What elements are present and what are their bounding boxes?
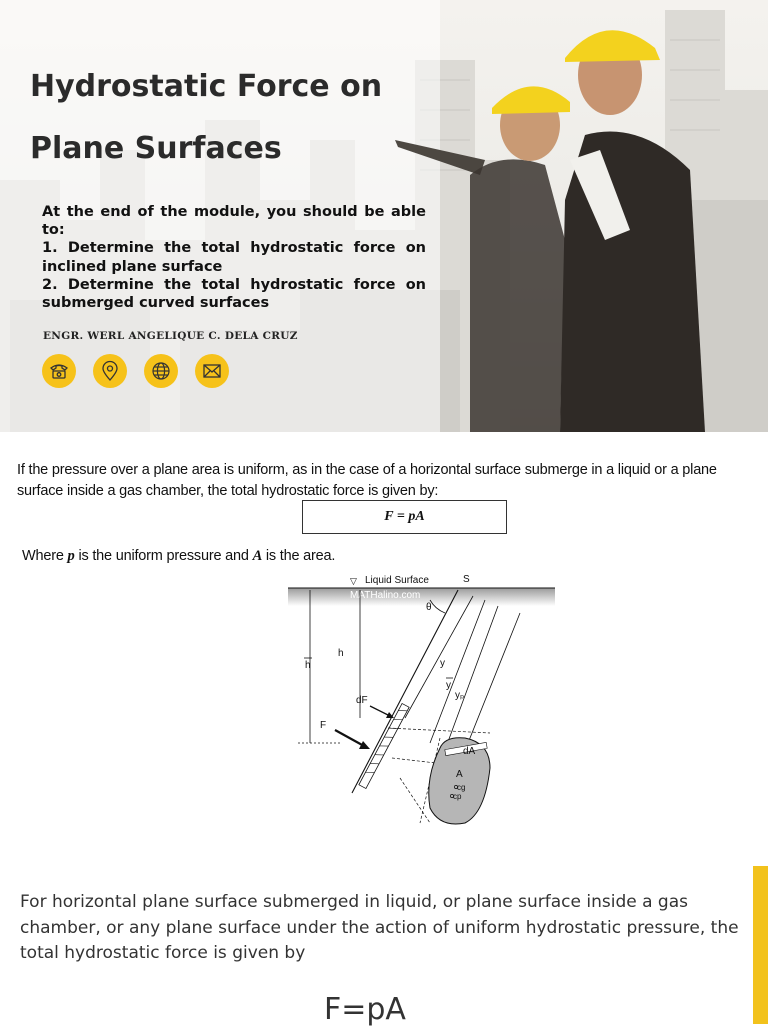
label-h-bar: h <box>305 660 311 671</box>
label-yp: yₚ <box>455 690 465 701</box>
label-h: h <box>338 648 344 659</box>
pressure-symbol: p <box>67 548 75 564</box>
big-formula: F=pA <box>324 992 406 1027</box>
objective-1: 1. Determine the total hydrostatic force on inclined plane surface <box>42 240 426 275</box>
phone-icon[interactable] <box>42 354 76 388</box>
title-line-2: Plane Surfaces <box>30 131 282 166</box>
label-dA: dA <box>463 746 476 757</box>
label-s: S <box>463 574 470 585</box>
label-theta: θ <box>426 602 432 613</box>
label-dF: dF <box>356 695 368 706</box>
author-name: ENGR. WERL ANGELIQUE C. DELA CRUZ <box>43 330 298 342</box>
label-cg: cg <box>457 783 466 792</box>
area-symbol: A <box>252 548 263 564</box>
surface-marker: ▽ <box>350 576 357 586</box>
formula-box: F = pA <box>302 500 507 534</box>
contact-icons <box>42 354 229 388</box>
where-sentence <box>22 548 335 565</box>
watermark: MATHalino.com <box>350 590 421 601</box>
label-y: y <box>440 658 445 669</box>
learning-objectives <box>42 203 426 312</box>
label-cp: cp <box>453 792 462 801</box>
inclined-plane-diagram <box>280 568 580 838</box>
liquid-surface-label: Liquid Surface <box>365 575 429 586</box>
mail-icon[interactable] <box>195 354 229 388</box>
objectives-intro: At the end of the module, you should be able to: <box>42 204 426 239</box>
explanation-paragraph: For horizontal plane surface submerged in liquid, or plane surface inside a gas chamber, or any plane surface under the action of uniform hydrostatic pressure, the total hydrostatic force is given by <box>20 892 739 963</box>
cover-banner <box>0 0 768 432</box>
label-A: A <box>456 769 463 780</box>
where-middle: is the uniform pressure and <box>74 548 253 564</box>
objective-2: 2. Determine the total hydrostatic force on submerged curved surfaces <box>42 276 426 312</box>
location-pin-icon[interactable] <box>93 354 127 388</box>
globe-icon[interactable] <box>144 354 178 388</box>
title-line-1: Hydrostatic Force on <box>30 69 383 104</box>
intro-paragraph: If the pressure over a plane area is uniform, as in the case of a horizontal surface submerge in a liquid or a plane surface inside a gas chamber, the total hydrostatic force is given by: <box>17 462 717 499</box>
where-suffix: is the area. <box>262 548 336 564</box>
label-y-bar: y <box>446 680 451 691</box>
liquid-surface-band <box>288 588 555 606</box>
label-F: F <box>320 720 327 731</box>
where-prefix: Where <box>22 548 68 564</box>
page-title <box>30 56 450 180</box>
accent-bar <box>753 866 768 1024</box>
